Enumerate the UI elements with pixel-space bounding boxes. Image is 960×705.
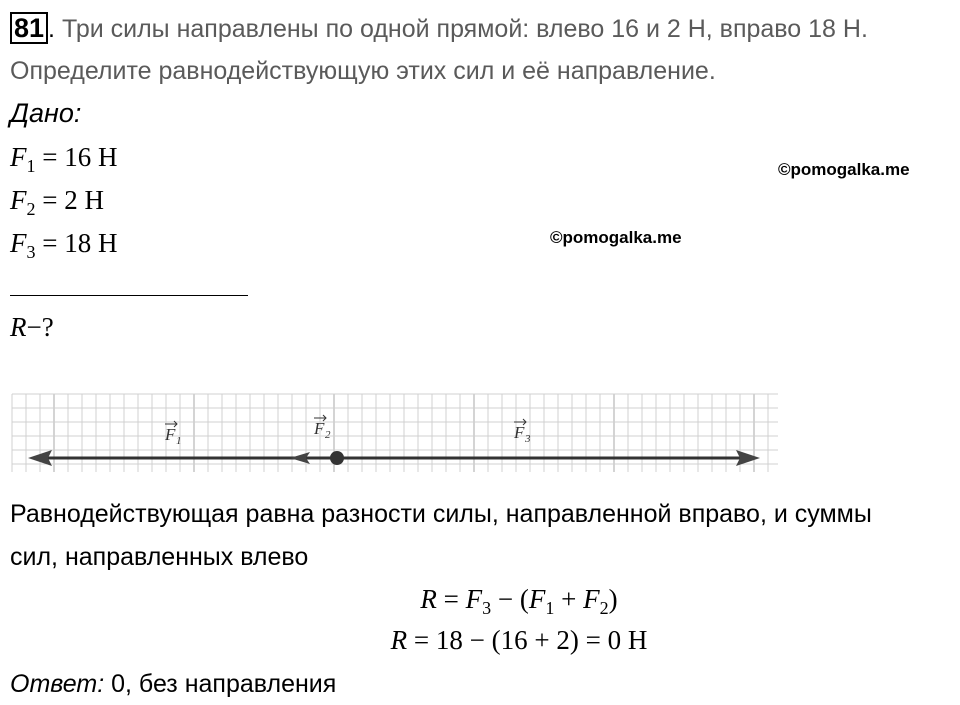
force-diagram [0, 388, 790, 484]
given-f1: $F_1 = 16$ Н [10, 142, 118, 176]
given-label: Дано: [10, 98, 82, 128]
label-f1 [164, 421, 182, 447]
diagram-grid [12, 394, 778, 472]
problem-text-line1: Три силы направлены по одной прямой: влево 16 и 2 Н, вправо 18 Н. [61, 15, 868, 43]
answer-text: 0, без направления [104, 670, 337, 698]
svg-text:1: 1 [176, 435, 182, 447]
label-f2 [313, 415, 331, 441]
svg-text:3: 3 [525, 433, 531, 445]
label-f3 [513, 419, 531, 445]
formula-numeric: R = 18 − (16 + 2) = 0 Н [390, 625, 648, 655]
svg-text:F: F [514, 423, 525, 442]
given-f3: $F_3 = 18$ Н [10, 228, 118, 262]
svg-text:2: 2 [325, 429, 331, 441]
answer-label: Ответ: [10, 670, 105, 698]
solution-line1: Равнодействующая равна разности силы, направленной вправо, и суммы [10, 500, 872, 528]
problem-text-line2: Определите равнодействующую этих сил и её направление. [10, 57, 716, 85]
given-divider [10, 295, 248, 296]
svg-text:F: F [314, 419, 325, 438]
watermark-2: ©pomogalka.me [550, 228, 682, 247]
svg-text:F: F [165, 425, 176, 444]
application-point [330, 451, 344, 465]
solution-line2: сил, направленных влево [10, 543, 309, 571]
watermark-1: ©pomogalka.me [778, 160, 910, 179]
answer [10, 670, 336, 699]
formula-general: $R = F_3 - (F_1 + F_2)$ [420, 584, 618, 618]
problem-number-suffix: . [48, 15, 55, 43]
problem-number: 81 [10, 12, 48, 44]
problem-statement-line1 [10, 12, 868, 44]
find-quantity: R−? [10, 312, 54, 342]
given-f2: $F_2 = 2$ Н [10, 185, 104, 219]
